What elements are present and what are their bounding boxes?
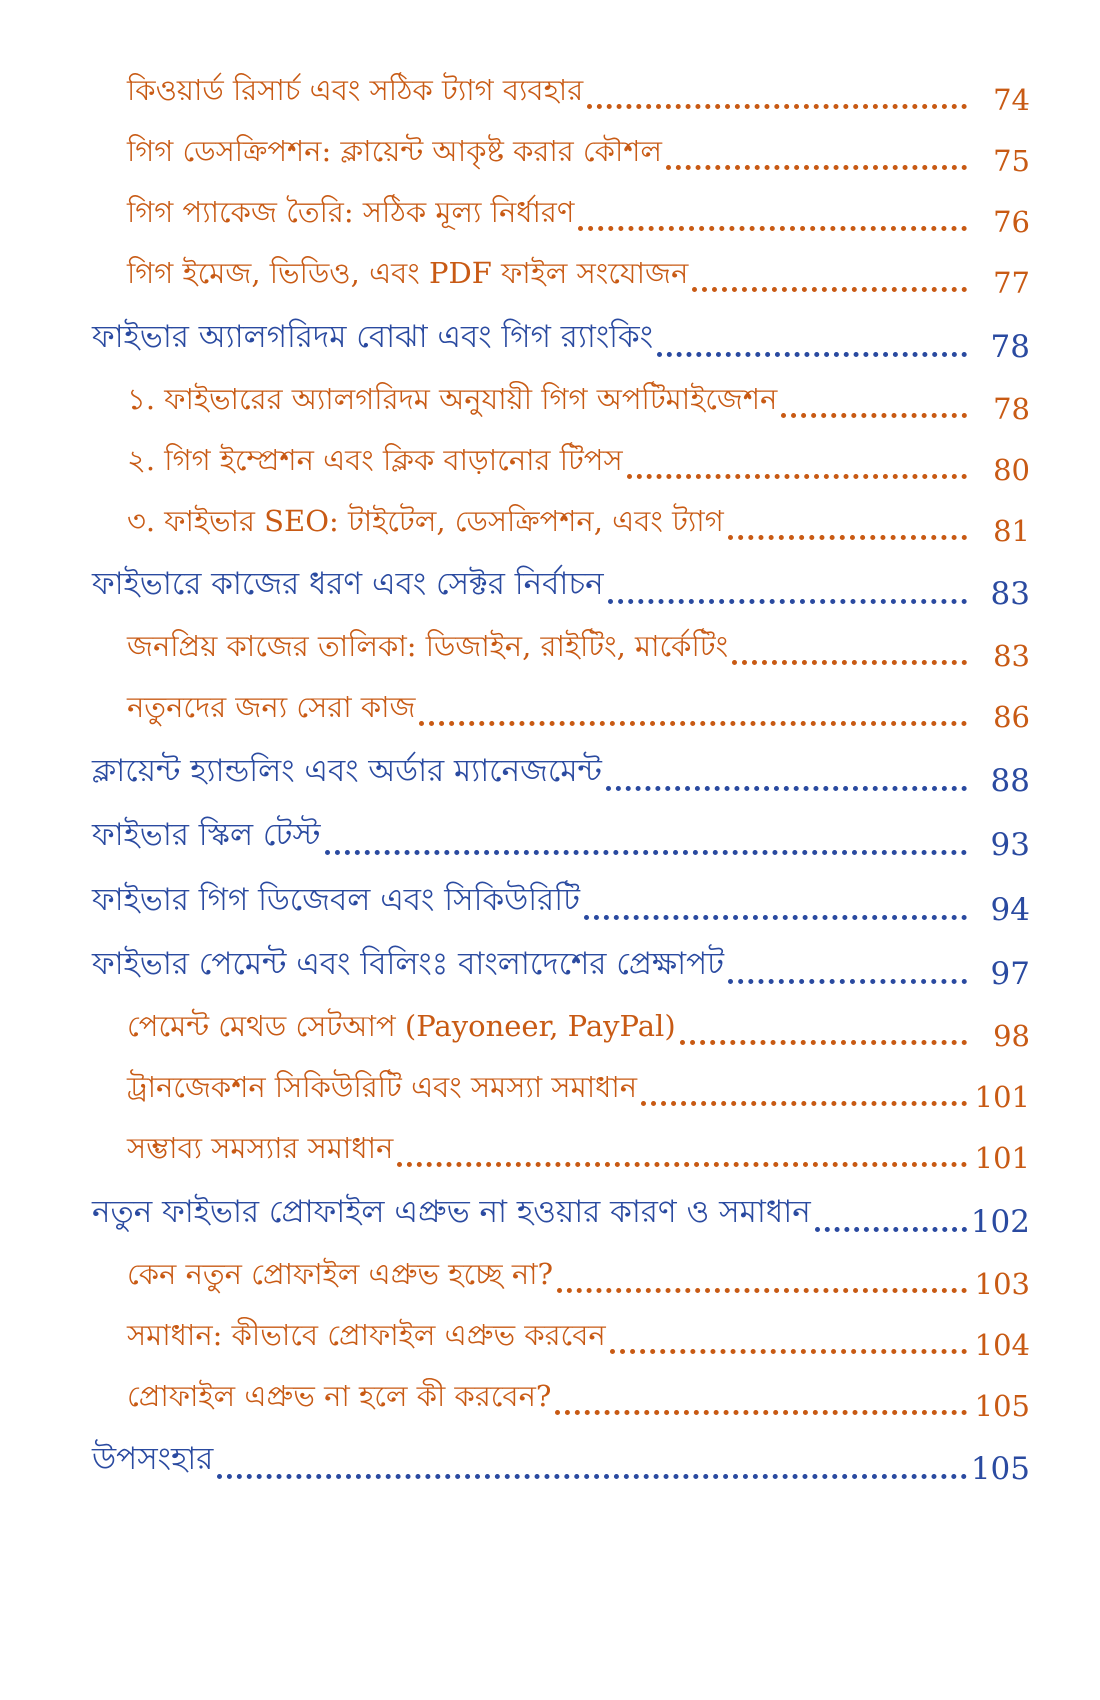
toc-entry-page: 105 bbox=[970, 1451, 1030, 1487]
toc-entry[interactable] bbox=[0, 1181, 1100, 1246]
toc-entry-title: জনপ্রিয় কাজের তালিকা: ডিজাইন, রাইটিং, মার্কেটিং bbox=[127, 629, 729, 663]
toc-entry-page: 80 bbox=[993, 452, 1030, 487]
dot-leader bbox=[666, 165, 967, 170]
toc-entry[interactable] bbox=[0, 554, 1100, 619]
toc-entry[interactable] bbox=[0, 306, 1100, 371]
dot-leader bbox=[555, 1410, 967, 1415]
toc-entry[interactable] bbox=[0, 245, 1100, 306]
toc-entry-page: 94 bbox=[990, 891, 1030, 928]
toc-entry-title: ফাইভার অ্যালগরিদম বোঝা এবং গিগ র‍্যাংকিং bbox=[92, 318, 654, 355]
toc-entry-title: ফাইভারে কাজের ধরণ এবং সেক্টর নির্বাচন bbox=[92, 566, 604, 602]
toc-entry-page: 101 bbox=[974, 1080, 1030, 1114]
toc-entry-page: 74 bbox=[993, 83, 1030, 117]
toc-entry-page: 77 bbox=[993, 266, 1030, 300]
toc-entry-page: 81 bbox=[993, 513, 1030, 548]
dot-leader bbox=[728, 535, 967, 540]
dot-leader bbox=[419, 721, 967, 726]
toc-entry[interactable] bbox=[0, 869, 1100, 934]
toc-entry-title: সম্ভাব্য সমস্যার সমাধান bbox=[127, 1131, 394, 1165]
toc-entry[interactable] bbox=[0, 934, 1100, 999]
toc-entry[interactable] bbox=[0, 1246, 1100, 1307]
dot-leader bbox=[217, 1474, 967, 1479]
dot-leader bbox=[732, 660, 967, 665]
toc-entry[interactable] bbox=[0, 371, 1100, 432]
toc-entry[interactable] bbox=[0, 805, 1100, 870]
dot-leader bbox=[610, 1349, 967, 1354]
toc-entry[interactable] bbox=[0, 618, 1100, 679]
dot-leader bbox=[397, 1162, 967, 1167]
toc-entry-title: গিগ প্যাকেজ তৈরি: সঠিক মূল্য নির্ধারণ bbox=[127, 195, 575, 229]
toc-entry-title: ফাইভার পেমেন্ট এবং বিলিংঃ বাংলাদেশের প্রেক্ষাপট bbox=[92, 946, 725, 982]
toc-entry-title: নতুন ফাইভার প্রোফাইল এপ্রুভ না হওয়ার কারণ ও সমাধান bbox=[92, 1193, 811, 1230]
dot-leader bbox=[728, 979, 967, 984]
toc-entry-page: 93 bbox=[990, 827, 1030, 863]
table-of-contents bbox=[0, 62, 1100, 1493]
toc-entry-page: 104 bbox=[974, 1327, 1030, 1362]
toc-entry-title: কিওয়ার্ড রিসার্চ এবং সঠিক ট্যাগ ব্যবহার bbox=[127, 73, 584, 107]
toc-entry-page: 83 bbox=[993, 639, 1030, 673]
toc-entry-page: 76 bbox=[993, 205, 1030, 239]
toc-entry[interactable] bbox=[0, 184, 1100, 245]
toc-entry[interactable] bbox=[0, 1429, 1100, 1494]
toc-entry-page: 88 bbox=[990, 762, 1030, 799]
toc-entry-page: 101 bbox=[974, 1141, 1030, 1175]
toc-entry-page: 78 bbox=[993, 391, 1030, 426]
toc-entry-title: ট্রানজেকশন সিকিউরিটি এবং সমস্যা সমাধান bbox=[127, 1070, 638, 1104]
dot-leader bbox=[578, 226, 967, 231]
dot-leader bbox=[557, 1288, 967, 1293]
toc-entry-page: 78 bbox=[990, 328, 1030, 365]
toc-entry[interactable] bbox=[0, 123, 1100, 184]
toc-entry[interactable] bbox=[0, 62, 1100, 123]
toc-entry-title: নতুনদের জন্য সেরা কাজ bbox=[127, 690, 416, 724]
toc-entry-page: 102 bbox=[970, 1203, 1030, 1240]
toc-entry-page: 103 bbox=[974, 1266, 1030, 1301]
toc-entry-title: পেমেন্ট মেথড সেটআপ (Payoneer, PayPal) bbox=[127, 1009, 676, 1043]
toc-entry-title: ফাইভার গিগ ডিজেবল এবং সিকিউরিটি bbox=[92, 881, 580, 918]
toc-entry[interactable] bbox=[0, 740, 1100, 805]
toc-entry-title: গিগ ইমেজ, ভিডিও, এবং PDF ফাইল সংযোজন bbox=[127, 256, 689, 290]
toc-entry-title: ক্লায়েন্ট হ্যান্ডলিং এবং অর্ডার ম্যানেজমেন্ট bbox=[92, 752, 602, 789]
toc-entry[interactable] bbox=[0, 1059, 1100, 1120]
dot-leader bbox=[325, 850, 967, 855]
toc-entry-page: 83 bbox=[990, 576, 1030, 612]
toc-entry-title: গিগ ডেসক্রিপশন: ক্লায়েন্ট আকৃষ্ট করার কৌশল bbox=[127, 134, 663, 168]
toc-entry[interactable] bbox=[0, 998, 1100, 1059]
toc-entry-page: 75 bbox=[993, 144, 1030, 178]
dot-leader bbox=[641, 1101, 967, 1106]
toc-entry[interactable] bbox=[0, 1307, 1100, 1368]
toc-entry-title: সমাধান: কীভাবে প্রোফাইল এপ্রুভ করবেন bbox=[127, 1317, 606, 1352]
toc-entry-title: ২. গিগ ইম্প্রেশন এবং ক্লিক বাড়ানোর টিপস bbox=[127, 442, 623, 477]
dot-leader bbox=[587, 104, 967, 109]
dot-leader bbox=[680, 1040, 967, 1045]
dot-leader bbox=[692, 287, 967, 292]
toc-entry-page: 86 bbox=[993, 700, 1030, 734]
toc-entry-title: কেন নতুন প্রোফাইল এপ্রুভ হচ্ছে না? bbox=[127, 1256, 554, 1291]
toc-entry-title: প্রোফাইল এপ্রুভ না হলে কী করবেন? bbox=[127, 1378, 552, 1413]
dot-leader bbox=[584, 915, 967, 920]
toc-entry-title: ৩. ফাইভার SEO: টাইটেল, ডেসক্রিপশন, এবং ট্যাগ bbox=[127, 503, 724, 538]
dot-leader bbox=[606, 786, 967, 791]
dot-leader bbox=[608, 599, 967, 604]
toc-entry[interactable] bbox=[0, 493, 1100, 554]
dot-leader bbox=[781, 413, 967, 418]
dot-leader bbox=[657, 352, 967, 357]
toc-entry[interactable] bbox=[0, 432, 1100, 493]
toc-entry-page: 98 bbox=[993, 1019, 1030, 1053]
toc-entry[interactable] bbox=[0, 1120, 1100, 1181]
toc-entry-page: 105 bbox=[974, 1388, 1030, 1423]
toc-entry-title: ১. ফাইভারের অ্যালগরিদম অনুযায়ী গিগ অপটিমাইজেশন bbox=[127, 381, 778, 416]
toc-entry[interactable] bbox=[0, 1368, 1100, 1429]
toc-entry-title: উপসংহার bbox=[92, 1441, 214, 1477]
toc-entry-page: 97 bbox=[990, 956, 1030, 992]
toc-entry[interactable] bbox=[0, 679, 1100, 740]
toc-entry-title: ফাইভার স্কিল টেস্ট bbox=[92, 817, 321, 853]
dot-leader bbox=[627, 474, 967, 479]
dot-leader bbox=[815, 1227, 967, 1232]
